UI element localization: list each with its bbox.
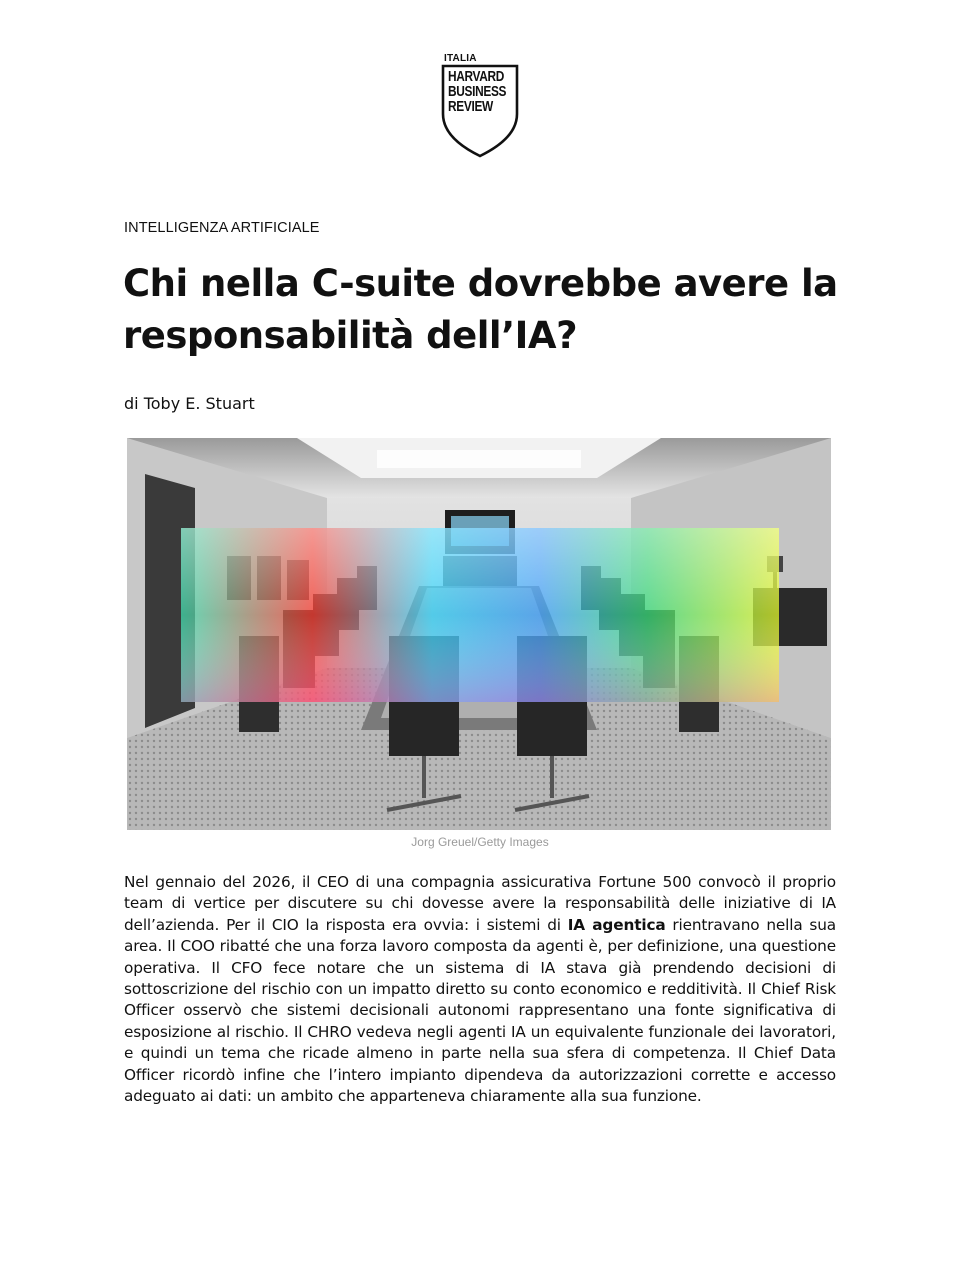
- logo-line-1: HARVARD: [448, 69, 505, 85]
- body-link-ia-agentica[interactable]: IA agentica: [567, 915, 666, 934]
- body-text-part-2: rientravano nella sua area. Il COO ribatté che una forza lavoro composta da agenti è, per definizione, una questione operativa. Il CFO fece notare che un sistema di IA stava già prendendo decisioni di sottoscrizione del rischio con un impatto diretto su conto economico e redditività. Il Chief Risk Officer osservò che sistemi decisionali autonomi rappresentano una fonte significativa di esposizione al rischio. Il CHRO vedeva negli agenti IA un equivalente funzionale dei lavoratori, e quindi un tema che ricade almeno in parte nella sua sfera di competenza. Il Chief Data Officer ricordò infine che l’intero impianto dipendeva da autorizzazioni corrette e accesso adeguato ai dati: un ambito che apparteneva chiaramente alla sua funzione.: [124, 915, 836, 1106]
- article-image: [127, 438, 831, 830]
- article-title: Chi nella C-suite dovrebbe avere la responsabilità dell’IA?: [123, 262, 838, 357]
- logo-wordmark: [448, 70, 505, 115]
- article-body: [124, 872, 836, 1107]
- article-byline: di Toby E. Stuart: [124, 394, 255, 413]
- logo-line-3: REVIEW: [448, 99, 493, 115]
- logo-edition: ITALIA: [444, 53, 477, 64]
- logo-line-2: BUSINESS: [448, 84, 507, 100]
- image-credit: Jorg Greuel/Getty Images: [411, 835, 549, 849]
- article-category: INTELLIGENZA ARTIFICIALE: [124, 220, 320, 236]
- boardroom-illustration: [127, 438, 831, 830]
- body-text-part-1: Nel gennaio del 2026, il CEO di una compagnia assicurativa Fortune 500 convocò il proprio team di vertice per discutere su chi dovesse avere la responsabilità delle iniziative di IA dell’azienda. Per il CIO la risposta era ovvia: i sistemi di: [124, 873, 836, 934]
